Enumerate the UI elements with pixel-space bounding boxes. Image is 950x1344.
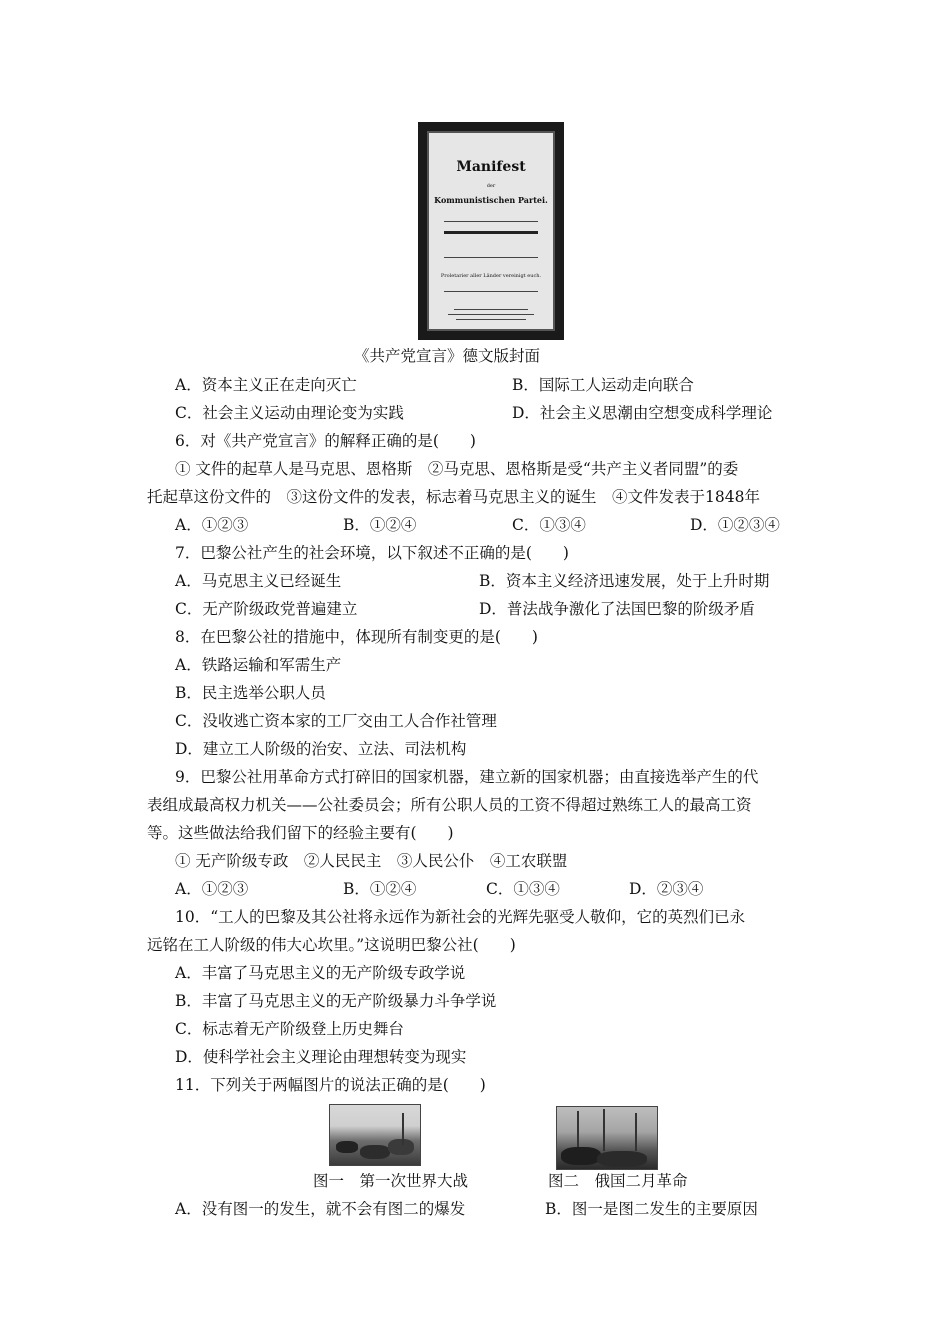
- q7-option-c: C．无产阶级政党普遍建立: [175, 600, 358, 618]
- q7-stem: 7．巴黎公社产生的社会环境，以下叙述不正确的是( ): [175, 544, 569, 562]
- cover-rule: [444, 221, 538, 222]
- cover-title-manifest: Manifest: [456, 159, 526, 175]
- q7-option-a: A．马克思主义已经诞生: [175, 572, 342, 590]
- cover-rule: [456, 319, 525, 320]
- february-revolution-photo: [556, 1106, 658, 1170]
- ww1-photo: [329, 1104, 421, 1166]
- photo-shape: [336, 1141, 358, 1153]
- q6-statement-line1: ① 文件的起草人是马克思、恩格斯 ②马克思、恩格斯是受“共产主义者同盟”的委: [175, 460, 739, 478]
- cover-title-der: der: [486, 183, 496, 189]
- q11-stem: 11．下列关于两幅图片的说法正确的是( ): [175, 1076, 486, 1094]
- q8-option-a: A．铁路运输和军需生产: [175, 656, 342, 674]
- photo-shape: [360, 1145, 390, 1159]
- cover-rule: [444, 231, 538, 234]
- photo-shape: [597, 1151, 647, 1167]
- q9-stem-line1: 9．巴黎公社用革命方式打碎旧的国家机器，建立新的国家机器；由直接选举产生的代: [175, 768, 759, 786]
- photo-shape: [577, 1111, 579, 1151]
- manifesto-cover-image: [418, 122, 564, 340]
- q8-option-d: D．建立工人阶级的治安、立法、司法机构: [175, 740, 467, 758]
- q10-option-b: B．丰富了马克思主义的无产阶级暴力斗争学说: [175, 992, 497, 1010]
- q5-option-a: A．资本主义正在走向灭亡: [175, 376, 357, 394]
- q5-option-d: D．社会主义思潮由空想变成科学理论: [512, 404, 773, 422]
- q7-option-b: B．资本主义经济迅速发展，处于上升时期: [479, 572, 770, 590]
- q6-option-a: A．①②③: [175, 516, 249, 534]
- q11-option-a: A．没有图一的发生，就不会有图二的爆发: [175, 1200, 466, 1218]
- photo-shape: [603, 1109, 605, 1151]
- q8-option-c: C．没收逃亡资本家的工厂交由工人合作社管理: [175, 712, 497, 730]
- q6-option-d: D．①②③④: [690, 516, 780, 534]
- q7-option-d: D．普法战争激化了法国巴黎的阶级矛盾: [479, 600, 755, 618]
- q9-option-b: B．①②④: [343, 880, 417, 898]
- cover-rule: [444, 291, 538, 292]
- q6-stem: 6．对《共产党宣言》的解释正确的是( ): [175, 432, 476, 450]
- cover-rule: [444, 257, 538, 258]
- photo-shape: [561, 1147, 601, 1165]
- q10-option-d: D．使科学社会主义理论由理想转变为现实: [175, 1048, 467, 1066]
- manifesto-cover-inner: [427, 131, 555, 331]
- q5-option-c: C．社会主义运动由理论变为实践: [175, 404, 404, 422]
- cover-rule: [448, 314, 535, 315]
- q10-option-a: A．丰富了马克思主义的无产阶级专政学说: [175, 964, 466, 982]
- q9-option-d: D．②③④: [629, 880, 704, 898]
- q6-option-b: B．①②④: [343, 516, 417, 534]
- q6-option-c: C．①③④: [512, 516, 586, 534]
- q11-option-b: B．图一是图二发生的主要原因: [545, 1200, 758, 1218]
- cover-caption: 《共产党宣言》德文版封面: [354, 347, 541, 365]
- q9-option-c: C．①③④: [486, 880, 560, 898]
- q6-statement-line2: 托起草这份文件的 ③这份文件的发表，标志着马克思主义的诞生 ④文件发表于1848年: [147, 488, 760, 506]
- q9-stem-line2: 表组成最高权力机关——公社委员会；所有公职人员的工资不得超过熟练工人的最高工资: [147, 796, 752, 814]
- q10-option-c: C．标志着无产阶级登上历史舞台: [175, 1020, 404, 1038]
- q11-caption1: 图一 第一次世界大战: [313, 1172, 469, 1190]
- cover-rule: [454, 309, 528, 310]
- photo-shape: [402, 1113, 404, 1145]
- q10-stem-line1: 10．“工人的巴黎及其公社将永远作为新社会的光辉先驱受人敬仰，它的英烈们已永: [175, 908, 746, 926]
- q10-stem-line2: 远铭在工人阶级的伟大心坎里。”这说明巴黎公社( ): [147, 936, 516, 954]
- q8-stem: 8．在巴黎公社的措施中，体现所有制变更的是( ): [175, 628, 538, 646]
- cover-slogan: Proletarier aller Länder vereinigt euch.: [440, 273, 542, 279]
- q8-option-b: B．民主选举公职人员: [175, 684, 326, 702]
- q11-caption2: 图二 俄国二月革命: [548, 1172, 688, 1190]
- cover-title-party: Kommunistischen Partei.: [434, 195, 548, 205]
- photo-shape: [388, 1139, 414, 1155]
- q9-statement: ① 无产阶级专政 ②人民民主 ③人民公仆 ④工农联盟: [175, 852, 568, 870]
- q5-option-b: B．国际工人运动走向联合: [512, 376, 694, 394]
- q9-stem-line3: 等。这些做法给我们留下的经验主要有( ): [147, 824, 454, 842]
- q9-option-a: A．①②③: [175, 880, 249, 898]
- photo-shape: [635, 1113, 637, 1151]
